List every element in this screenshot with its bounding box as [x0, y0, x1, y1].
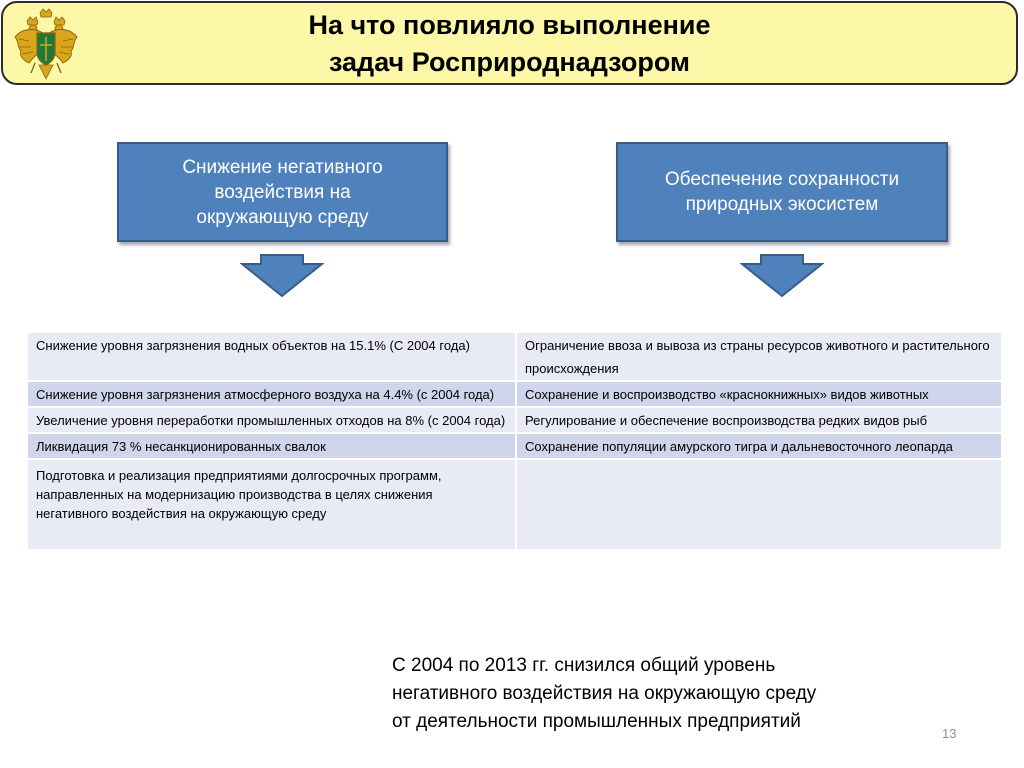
summary-line: С 2004 по 2013 гг. снизился общий уровень	[392, 655, 776, 676]
goal-box-line: Снижение негативного	[182, 156, 383, 178]
table-cell-left: Снижение уровня загрязнения атмосферного воздуха на 4.4% (с 2004 года)	[28, 381, 516, 407]
title-line-1: На что повлияло выполнение	[308, 10, 711, 40]
down-arrow-icon	[240, 254, 324, 298]
table-cell-left: Ликвидация 73 % несанкционированных свалок	[28, 433, 516, 459]
table-row	[28, 459, 1002, 550]
table-cell-right: Сохранение популяции амурского тигра и дальневосточного леопарда	[516, 433, 1002, 459]
page-title	[3, 7, 1016, 81]
goal-box-line: Обеспечение сохранности	[664, 169, 900, 190]
goal-box-line: окружающую среду	[196, 206, 369, 228]
table-row	[28, 381, 1002, 407]
title-line-2: задач Росприроднадзором	[328, 47, 691, 77]
goal-box-reduce-impact	[117, 142, 448, 242]
table-cell-right: Регулирование и обеспечение воспроизводства редких видов рыб	[516, 407, 1002, 433]
table-cell-left: Увеличение уровня переработки промышленных отходов на 8% (с 2004 года)	[28, 407, 516, 433]
table-cell-left: Снижение уровня загрязнения водных объектов на 15.1% (С 2004 года)	[28, 333, 516, 381]
table-cell-right: Ограничение ввоза и вывоза из страны ресурсов животного и растительного происхождения	[516, 333, 1002, 381]
table-row	[28, 407, 1002, 433]
summary-line: негативного воздействия на окружающую среду	[392, 683, 817, 704]
goal-box-line: воздействия на	[214, 181, 351, 203]
table-cell-right	[516, 459, 1002, 550]
table-cell-left: Подготовка и реализация предприятиями долгосрочных программ, направленных на модернизацию производства в целях снижения негативного воздействия на окружающую среду	[28, 459, 516, 550]
title-banner	[1, 1, 1018, 85]
table-row	[28, 433, 1002, 459]
results-table	[28, 333, 1003, 551]
goal-box-preserve-ecosystems	[616, 142, 948, 242]
page-number: 13	[942, 726, 957, 741]
table-cell-right: Сохранение и воспроизводство «краснокнижных» видов животных	[516, 381, 1002, 407]
goal-box-line: природных экосистем	[685, 194, 879, 215]
table-row	[28, 333, 1002, 381]
summary-note	[392, 652, 952, 736]
summary-line: от деятельности промышленных предприятий	[392, 711, 801, 732]
down-arrow-icon	[740, 254, 824, 298]
